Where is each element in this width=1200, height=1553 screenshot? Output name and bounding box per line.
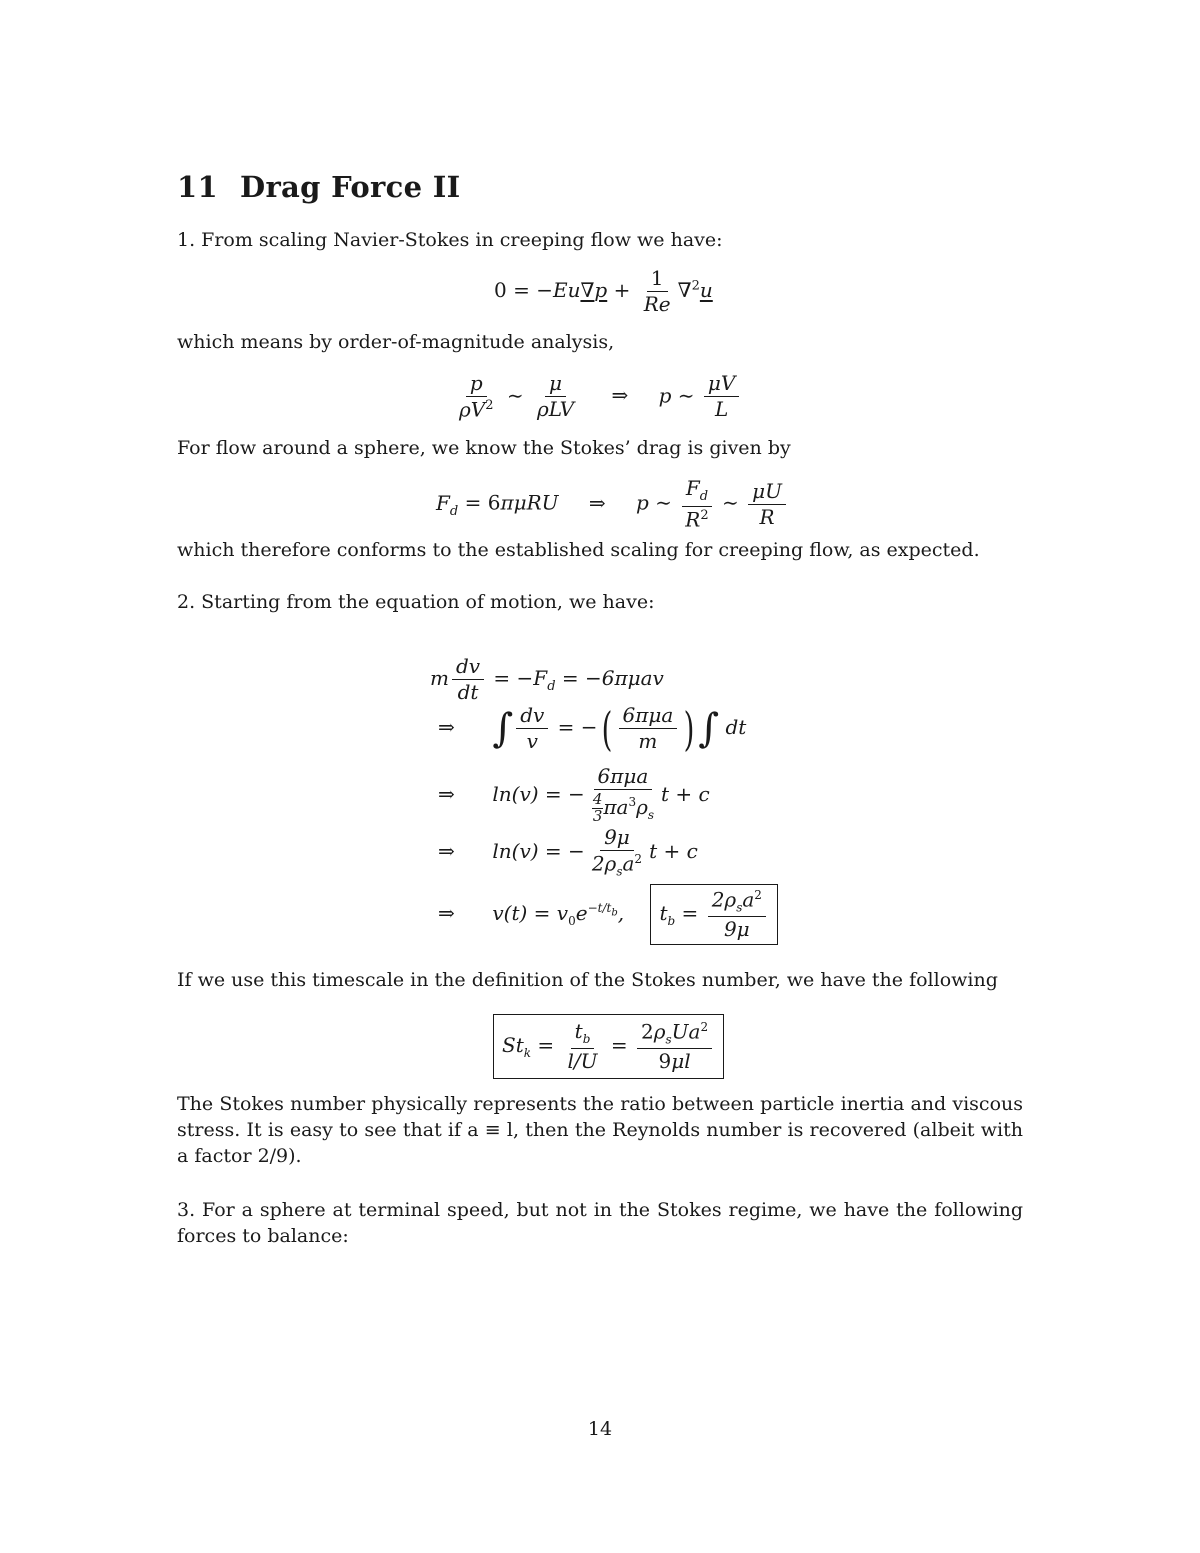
paragraph-6: If we use this timescale in the definition of the Stokes number, we have the following [177, 969, 998, 991]
derivation-line-1: m $\frac{dv}{dt}$ = $-F_d = -6\pi\mu av$ [430, 654, 664, 704]
timescale-box: $t_b$ = $\frac{2\rho_sa^2}{9\mu}$ [650, 884, 777, 945]
derivation-line-2: ⇒ ∫ $\frac{dv}{v}$ = −( $\frac{\text{6πμa}}{m}$ )∫ dt [438, 701, 747, 756]
section-heading [177, 170, 460, 204]
equation-navier-stokes-scaling: 0 = −Eu∇p + $\frac{1}{Re}$ ∇$^2$u [494, 266, 713, 316]
paragraph-1: 1. From scaling Navier-Stokes in creeping flow we have: [177, 229, 723, 251]
equation-order-of-magnitude: $\frac{p}{\rho V^2}$ ∼ $\frac{\mu}{\text{ρLV}}$ ⇒ p ∼ $\frac{\mu V}{L}$ [452, 373, 742, 421]
section-number: 11 [177, 170, 218, 204]
paragraph-4: which therefore conforms to the established scaling for creeping flow, as expected. [177, 539, 980, 561]
equation-stokes-drag: $F_d = 6\pi\mu RU$ ⇒ p ∼ $\frac{F_d}{R^2}$ ∼ $\frac{\mu U}{R}$ [436, 478, 789, 530]
section-title: Drag Force II [240, 170, 461, 204]
derivation-line-4: ⇒ ln(v) = − $\frac{9\mu}{2\rho_sa^2}$ t + c [438, 825, 698, 879]
paragraph-5: 2. Starting from the equation of motion, we have: [177, 591, 655, 613]
paragraph-2: which means by order-of-magnitude analysis, [177, 331, 615, 353]
page-number: 14 [587, 1418, 613, 1440]
derivation-line-3: ⇒ ln(v) = − 6πμa $\frac{4}{3}$ $\pi a^3\rho_s$ t + c [438, 764, 710, 825]
equation-stokes-number: $St_k$ = $\frac{t_b}{l/U}$ = $\frac{2\rho_sUa^2}{9\mu l}$ [493, 1014, 724, 1079]
paragraph-7: The Stokes number physically represents the ratio between particle inertia and viscous stress. It is easy to see that if a ≡ l, then the Reynolds number is recovered (albeit with a factor 2/9). [177, 1093, 1023, 1167]
paragraph-3: For flow around a sphere, we know the Stokes’ drag is given by [177, 437, 791, 459]
paragraph-8: 3. For a sphere at terminal speed, but not in the Stokes regime, we have the following forces to balance: [177, 1199, 1023, 1247]
derivation-line-5: ⇒ $v(t) = v_0e^{-t/t_b}$, $t_b$ = $\frac{2\rho_sa^2}{9\mu}$ [438, 884, 778, 945]
